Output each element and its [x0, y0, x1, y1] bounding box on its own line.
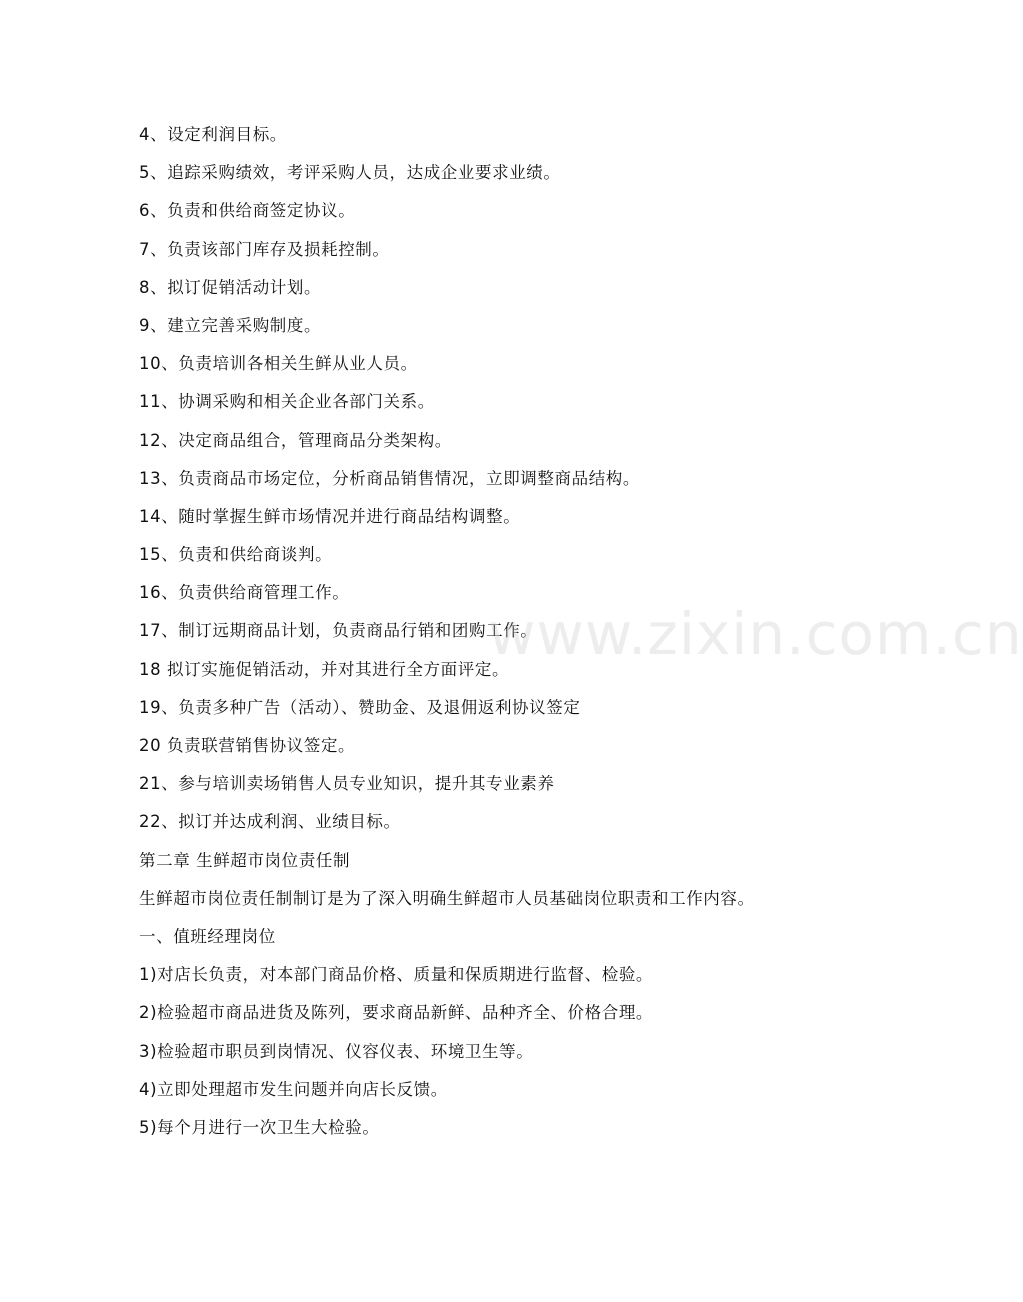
list-item: 10、负责培训各相关生鲜从业人员。: [139, 354, 418, 374]
list-item: 8、拟订促销活动计划。: [139, 277, 322, 297]
intro-paragraph: 生鲜超市岗位责任制制订是为了深入明确生鲜超市人员基础岗位职责和工作内容。: [139, 888, 755, 908]
list-item: 12、决定商品组合，管理商品分类架构。: [139, 430, 452, 450]
list-item: 4、设定利润目标。: [139, 125, 287, 144]
list-item: 21、参与培训卖场销售人员专业知识，提升其专业素养: [139, 774, 555, 794]
watermark: www.zixin.com.cn: [488, 600, 1023, 668]
list-item: 11、协调采购和相关企业各部门关系。: [139, 392, 435, 412]
duty-item: 4)立即处理超市发生问题并向店长反馈。: [139, 1079, 448, 1099]
list-item: 14、随时掌握生鲜市场情况并进行商品结构调整。: [139, 506, 521, 526]
duty-item: 2)检验超市商品进货及陈列，要求商品新鲜、品种齐全、价格合理。: [139, 1003, 654, 1023]
duty-item: 5)每个月进行一次卫生大检验。: [139, 1117, 380, 1137]
list-item: 18 拟订实施促销活动，并对其进行全方面评定。: [139, 659, 510, 679]
chapter-heading: 第二章 生鲜超市岗位责任制: [139, 850, 351, 870]
list-item: 6、负责和供给商签定协议。: [139, 201, 356, 221]
list-item: 5、追踪采购绩效，考评采购人员，达成企业要求业绩。: [139, 163, 561, 183]
list-item: 7、负责该部门库存及损耗控制。: [139, 239, 390, 259]
document-body: [139, 116, 799, 1147]
list-item: 13、负责商品市场定位，分析商品销售情况，立即调整商品结构。: [139, 468, 640, 488]
list-item: 22、拟订并达成利润、业绩目标。: [139, 812, 401, 832]
duty-item: 3)检验超市职员到岗情况、仪容仪表、环境卫生等。: [139, 1041, 534, 1061]
duty-item: 1)对店长负责，对本部门商品价格、质量和保质期进行监督、检验。: [139, 965, 654, 985]
list-item: 15、负责和供给商谈判。: [139, 545, 333, 565]
list-item: 9、建立完善采购制度。: [139, 315, 322, 335]
list-item: 20 负责联营销售协议签定。: [139, 736, 356, 755]
list-item: 16、负责供给商管理工作。: [139, 583, 350, 603]
section-heading: 一、值班经理岗位: [139, 926, 276, 946]
list-item: 19、负责多种广告（活动）、赞助金、及退佣返利协议签定: [139, 697, 581, 717]
list-item: 17、制订远期商品计划，负责商品行销和团购工作。: [139, 621, 538, 641]
